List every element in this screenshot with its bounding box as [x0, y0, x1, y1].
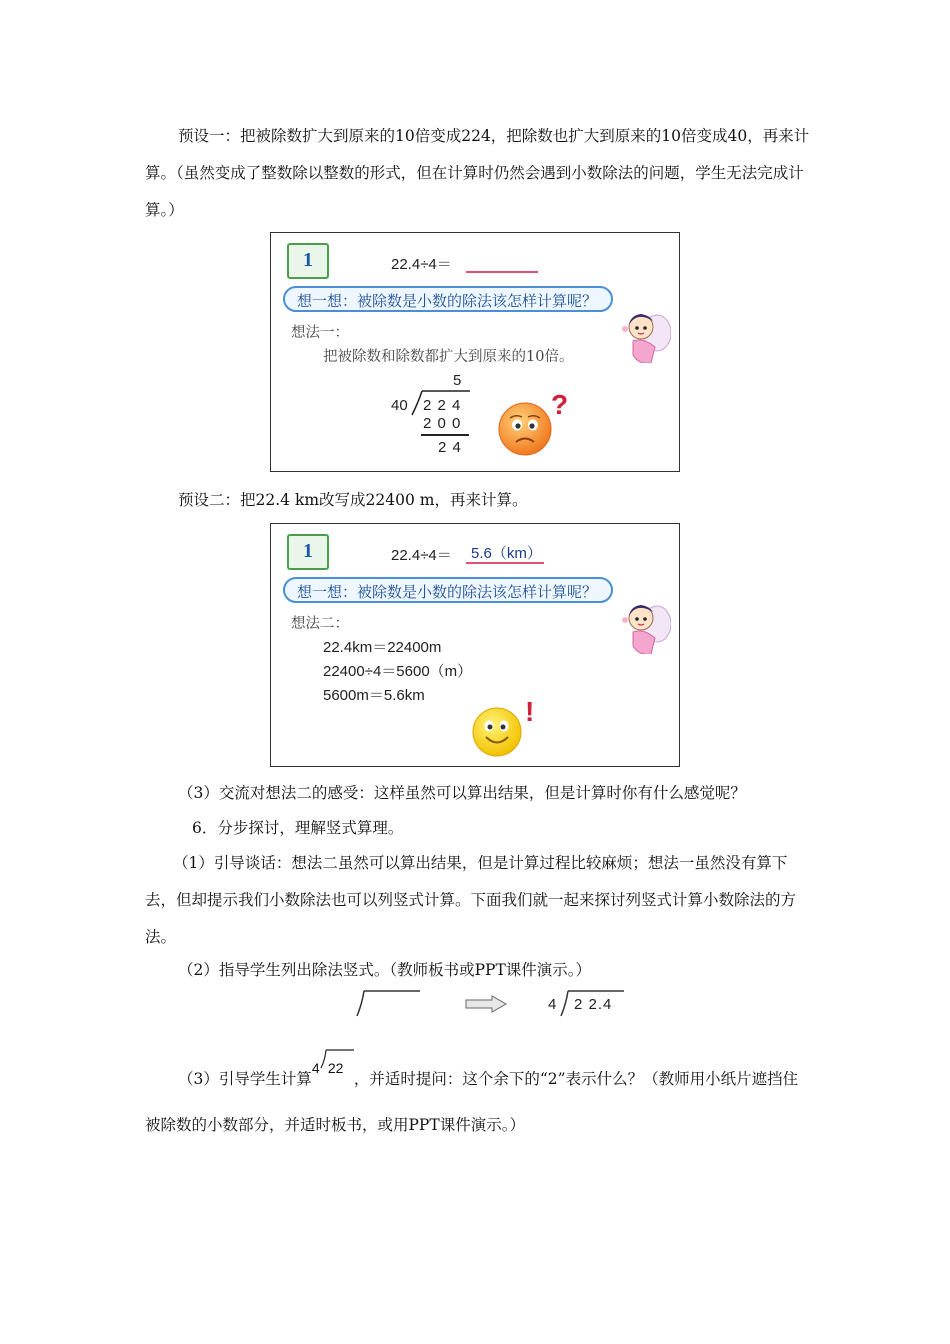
method-text: 把被除数和除数都扩大到原来的10倍。 [323, 349, 574, 365]
paragraph-guided-talk: （1）引导谈话：想法二虽然可以算出结果，但是计算过程比较麻烦；想法一虽然没有算下去，但却提示我们小数除法也可以列竖式计算。下面我们就一起来探讨列竖式计算小数除法的方法。 [145, 854, 797, 946]
think-bubble: 想一想：被除数是小数的除法该怎样计算呢？ [283, 286, 613, 312]
method-line-1: 22.4km＝22400m [323, 639, 442, 656]
figure-method-two [270, 523, 680, 767]
equation-text: 22.4÷4＝ [391, 256, 452, 273]
method-label: 想法二： [291, 616, 349, 632]
figure-method-one [270, 232, 680, 472]
result-dividend: 2 2.4 [574, 996, 613, 1013]
remainder: 2 4 [438, 439, 462, 456]
inline-division [312, 1058, 354, 1078]
subtraction-line [421, 434, 469, 436]
method-line-2: 22400÷4＝5600（m） [323, 663, 473, 680]
method-line-3: 5600m＝5.6km [323, 687, 425, 704]
lesson-number-badge: 1 [287, 243, 329, 279]
quotient: 5 [453, 372, 462, 389]
inline-divisor: 4 [311, 1060, 320, 1076]
paragraph-preset-one: 预设一：把被除数扩大到原来的10倍变成224，把除数也扩大到原来的10倍变成40，再来计算。（虽然变成了整数除以整数的形式，但在计算时仍然会遇到小数除法的问题，学生无法完成计算。） [145, 127, 810, 219]
think-bubble: 想一想：被除数是小数的除法该怎样计算呢？ [283, 577, 613, 603]
question-mark: ? [551, 389, 569, 420]
fairy-character-icon [615, 303, 671, 363]
divisor: 40 [391, 397, 408, 414]
inline-dividend: 22 [327, 1060, 344, 1076]
lesson-number-badge: 1 [287, 534, 329, 570]
answer-blank-line [466, 271, 538, 273]
dividend: 2 2 4 [423, 397, 462, 414]
paragraph-feelings: （3）交流对想法二的感受：这样虽然可以算出结果，但是计算时你有什么感觉呢？ [178, 784, 746, 802]
vertical-form-illustration [340, 986, 640, 1022]
happy-face-icon [471, 706, 523, 758]
empty-division-bracket [354, 988, 424, 1018]
paragraph-preset-two: 预设二：把22.4 km改写成22400 m，再来计算。 [178, 491, 528, 509]
worried-face-icon [497, 401, 553, 457]
product: 2 0 0 [423, 415, 462, 432]
equation-text: 22.4÷4＝ [391, 547, 452, 564]
fairy-character-icon [615, 594, 671, 654]
section-heading-6: 6．分步探讨，理解竖式算理。 [192, 819, 404, 837]
arrow-right-icon [464, 994, 508, 1014]
result-divisor: 4 [548, 996, 557, 1013]
paragraph-text-after: ，并适时提问：这个余下的“2”表示什么？（教师用小纸片遮挡住被除数的小数部分，并适时板书，或用PPT课件演示。） [145, 1070, 799, 1134]
paragraph-guided-calc [145, 1056, 810, 1148]
answer-underline [466, 562, 544, 564]
method-label: 想法一： [291, 325, 349, 341]
paragraph-text-before: （3）引导学生计算 [178, 1070, 312, 1088]
answer-text: 5.6（km） [471, 545, 542, 562]
paragraph-vertical-form: （2）指导学生列出除法竖式。（教师板书或PPT课件演示。） [178, 961, 592, 979]
exclamation-mark: ! [525, 696, 535, 727]
